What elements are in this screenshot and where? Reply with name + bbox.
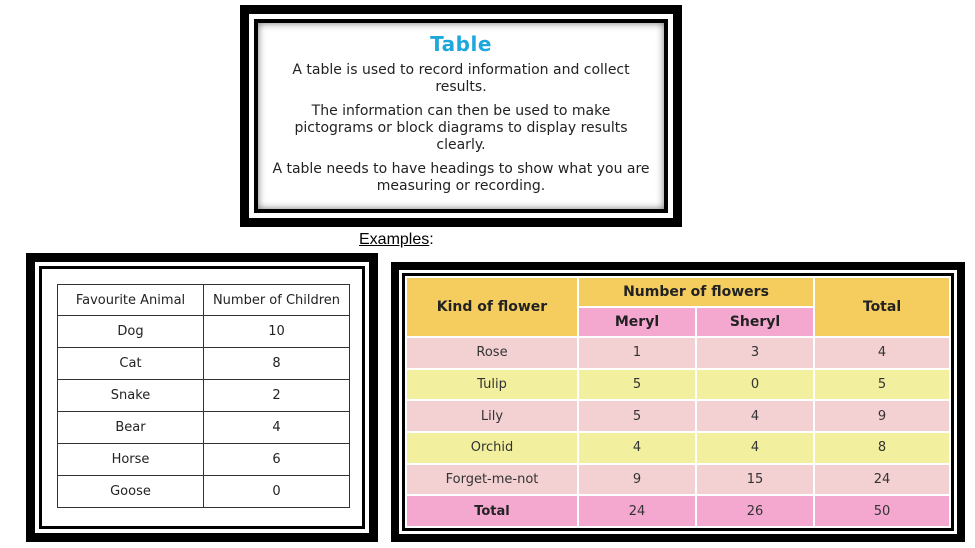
sheryl-cell: 15 [697,465,813,495]
meryl-cell: 1 [579,338,695,368]
flower-name-cell: Forget-me-not [407,465,577,495]
header-number-of-flowers: Number of flowers [579,278,813,306]
animal-cell: Snake [58,380,204,412]
flower-name-cell: Tulip [407,370,577,400]
count-cell: 0 [204,476,350,508]
flower-name-cell: Orchid [407,433,577,463]
sheryl-cell: 3 [697,338,813,368]
info-card [240,5,682,227]
animal-cell: Cat [58,348,204,380]
header-favourite-animal: Favourite Animal [58,285,204,316]
table-row [407,401,949,431]
count-cell: 4 [204,412,350,444]
flower-table [405,276,951,528]
meryl-cell: 5 [579,401,695,431]
animal-table [57,284,350,508]
flower-table-frame [391,262,965,542]
meryl-cell: 5 [579,370,695,400]
flower-name-cell: Lily [407,401,577,431]
examples-label [359,231,434,249]
header-number-of-children: Number of Children [204,285,350,316]
card-title: Table [430,32,492,56]
total-cell: 8 [815,433,949,463]
examples-colon: : [429,231,434,248]
header-kind-of-flower: Kind of flower [407,278,577,336]
table-row [58,316,350,348]
count-cell: 2 [204,380,350,412]
total-cell: 9 [815,401,949,431]
sheryl-cell: 0 [697,370,813,400]
table-row [407,370,949,400]
table-row [58,380,350,412]
animal-cell: Goose [58,476,204,508]
table-row [58,412,350,444]
table-row [58,476,350,508]
sheryl-total-cell: 26 [697,496,813,526]
table-row [407,338,949,368]
header-meryl: Meryl [579,308,695,336]
animal-table-frame [26,253,378,542]
header-total: Total [815,278,949,336]
card-paragraph-1: A table is used to record information and collect results. [292,62,630,95]
table-row [58,444,350,476]
total-label-cell: Total [407,496,577,526]
count-cell: 10 [204,316,350,348]
header-sheryl: Sheryl [697,308,813,336]
total-cell: 24 [815,465,949,495]
animal-table-header-row [58,285,350,316]
total-row [407,496,949,526]
meryl-total-cell: 24 [579,496,695,526]
flower-header-row-1 [407,278,949,306]
table-row [407,433,949,463]
meryl-cell: 9 [579,465,695,495]
grand-total-cell: 50 [815,496,949,526]
count-cell: 8 [204,348,350,380]
total-cell: 5 [815,370,949,400]
table-row [407,465,949,495]
animal-cell: Bear [58,412,204,444]
card-paragraph-2: The information can then be used to make pictograms or block diagrams to display results clearly. [294,103,628,153]
sheryl-cell: 4 [697,401,813,431]
card-paragraph-3: A table needs to have headings to show what you are measuring or recording. [272,161,650,194]
total-cell: 4 [815,338,949,368]
count-cell: 6 [204,444,350,476]
examples-label-text: Examples [359,231,430,248]
flower-name-cell: Rose [407,338,577,368]
animal-cell: Dog [58,316,204,348]
animal-cell: Horse [58,444,204,476]
sheryl-cell: 4 [697,433,813,463]
table-row [58,348,350,380]
meryl-cell: 4 [579,433,695,463]
